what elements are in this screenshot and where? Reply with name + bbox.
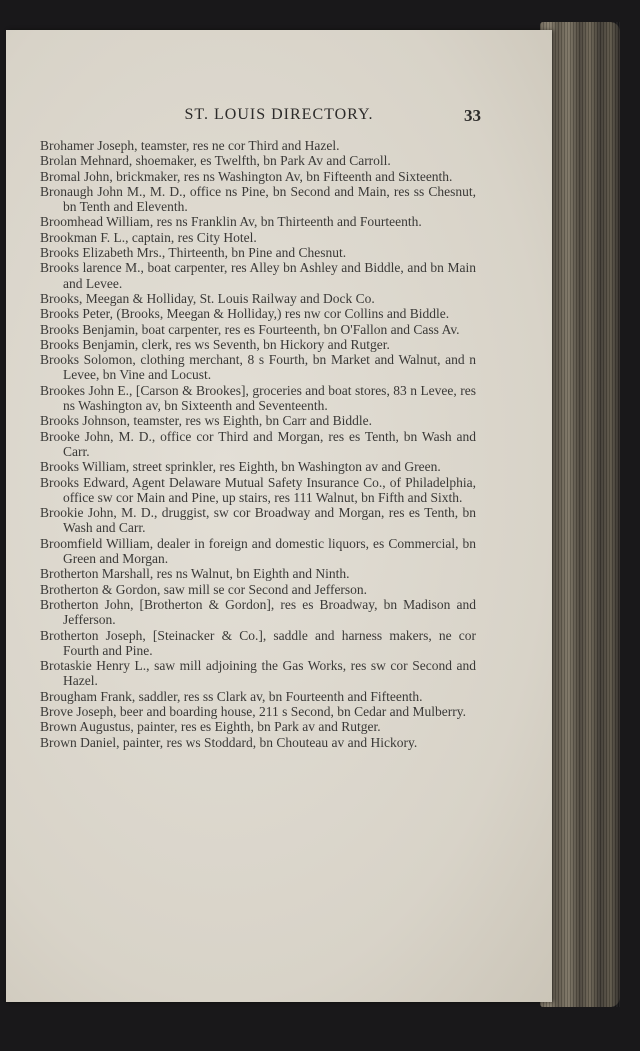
directory-entry: Brooke John, M. D., office cor Third and Morgan, res es Tenth, bn Wash and Carr. (40, 428, 476, 459)
directory-entry: Brookman F. L., captain, res City Hotel. (40, 229, 257, 245)
directory-entry: Brooks larence M., boat carpenter, res Alley bn Ashley and Biddle, and bn Main and Levee. (40, 260, 476, 291)
directory-entry: Brooks Elizabeth Mrs., Thirteenth, bn Pine and Chesnut. (40, 245, 347, 261)
directory-entry: Brolan Mehnard, shoemaker, es Twelfth, bn Park Av and Carroll. (40, 153, 391, 169)
running-head: ST. LOUIS DIRECTORY. (184, 106, 374, 123)
book-page-edges (540, 22, 620, 1007)
directory-entry: Brooks Benjamin, clerk, res ws Seventh, bn Hickory and Rutger. (40, 336, 390, 352)
directory-entry: Brove Joseph, beer and boarding house, 211 s Second, bn Cedar and Mulberry. (40, 703, 467, 719)
directory-entry: Brotherton Joseph, [Steinacker & Co.], saddle and harness makers, ne cor Fourth and Pine. (40, 627, 476, 658)
directory-entry: Brown Augustus, painter, res es Eighth, bn Park av and Rutger. (40, 719, 381, 735)
page-header (6, 106, 552, 132)
directory-entry: Brooks Benjamin, boat carpenter, res es Fourteenth, bn O'Fallon and Cass Av. (40, 321, 460, 337)
directory-entry: Brookes John E., [Carson & Brookes], groceries and boat stores, 83 n Levee, res ns Washington av, bn Sixteenth and Seventeenth. (40, 382, 476, 414)
directory-entries (40, 138, 476, 750)
directory-entry: Bronaugh John M., M. D., office ns Pine, bn Second and Main, res ss Chesnut, bn Tenth and Eleventh. (40, 183, 476, 215)
directory-entry: Brooks Solomon, clothing merchant, 8 s Fourth, bn Market and Walnut, and n Levee, bn Vine and Locust. (40, 352, 476, 383)
directory-entry: Bromal John, brickmaker, res ns Washington Av, bn Fifteenth and Sixteenth. (40, 168, 453, 184)
directory-entry: Broomhead William, res ns Franklin Av, bn Thirteenth and Fourteenth. (40, 214, 422, 230)
directory-entry: Brotherton & Gordon, saw mill se cor Second and Jefferson. (40, 581, 368, 597)
directory-entry: Brooks Edward, Agent Delaware Mutual Safety Insurance Co., of Philadelphia, office sw cor Main and Pine, up stairs, res 111 Walnut, bn Fifth and Sixth. (40, 474, 476, 505)
directory-entry: Brown Daniel, painter, res ws Stoddard, bn Chouteau av and Hickory. (40, 734, 418, 750)
directory-entry: Brooks, Meegan & Holliday, St. Louis Railway and Dock Co. (40, 290, 375, 306)
directory-entry: Brotherton Marshall, res ns Walnut, bn Eighth and Ninth. (40, 566, 350, 582)
directory-entry: Brookie John, M. D., druggist, sw cor Broadway and Morgan, res es Tenth, bn Wash and Carr. (40, 505, 476, 536)
directory-entry: Brougham Frank, saddler, res ss Clark av, bn Fourteenth and Fifteenth. (40, 688, 423, 704)
page-number: 33 (464, 106, 481, 125)
directory-entry: Brotaskie Henry L., saw mill adjoining the Gas Works, res sw cor Second and Hazel. (40, 658, 476, 689)
directory-entry: Brooks Peter, (Brooks, Meegan & Holliday,) res nw cor Collins and Biddle. (40, 306, 450, 322)
directory-page (6, 30, 552, 1002)
directory-entry: Brooks Johnson, teamster, res ws Eighth, bn Carr and Biddle. (40, 413, 373, 429)
directory-entry: Brohamer Joseph, teamster, res ne cor Third and Hazel. (40, 138, 340, 153)
directory-entry: Brooks William, street sprinkler, res Eighth, bn Washington av and Green. (40, 459, 441, 475)
directory-entry: Brotherton John, [Brotherton & Gordon], res es Broadway, bn Madison and Jefferson. (40, 596, 476, 628)
directory-entry: Broomfield William, dealer in foreign and domestic liquors, es Commercial, bn Green and Morgan. (40, 535, 476, 567)
